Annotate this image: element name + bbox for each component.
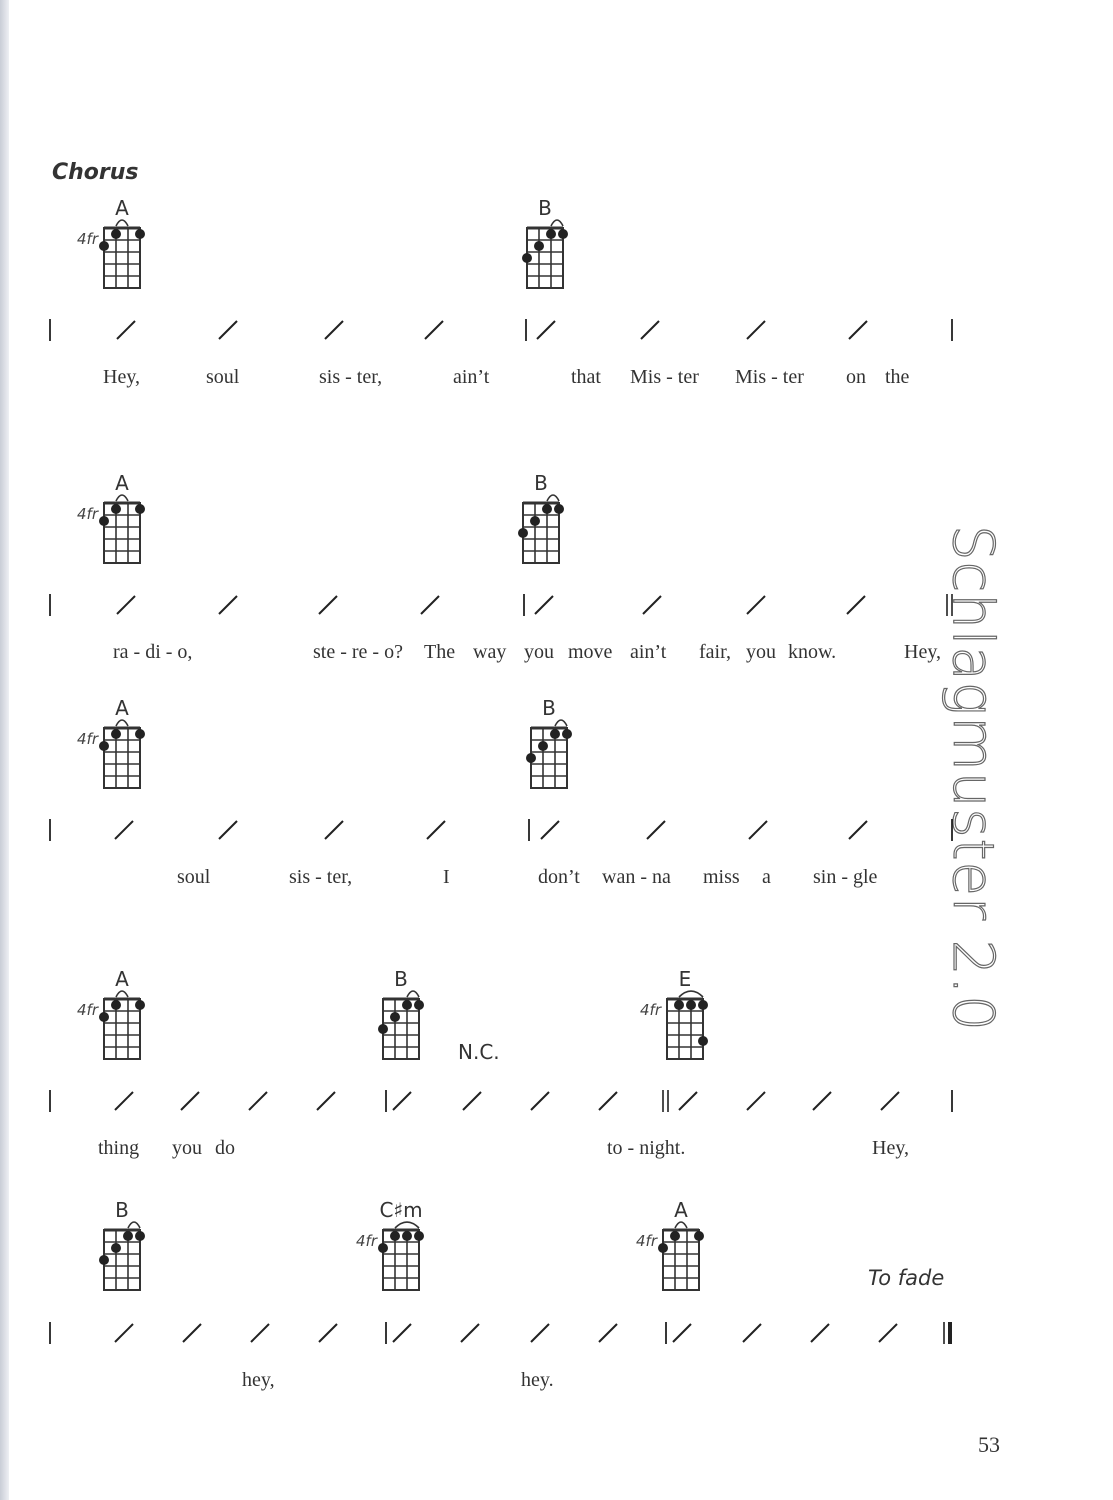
lyric-syllable: Mis - ter: [735, 366, 804, 388]
lyric-syllable: hey.: [521, 1369, 554, 1391]
strum-slash: [749, 821, 767, 839]
chord-name: B: [115, 1198, 129, 1222]
fret-position-label: 4fr: [77, 730, 98, 748]
lyric-syllable: soul: [177, 866, 211, 888]
chord-name: E: [678, 967, 692, 991]
lyric-syllable: you: [172, 1137, 202, 1159]
strum-slash: [743, 1324, 761, 1342]
lyric-syllable: sis - ter,: [319, 366, 383, 388]
chord-name: A: [115, 696, 129, 720]
side-title: Schlagmuster 2.0: [940, 525, 1005, 1032]
strum-slash: [599, 1092, 617, 1110]
strum-slash: [881, 1092, 899, 1110]
strum-slash: [219, 821, 237, 839]
strum-slash: [747, 1092, 765, 1110]
lyric-syllable: a: [762, 866, 771, 888]
chord-name: C♯m: [379, 1198, 423, 1222]
lyric-syllable: Hey,: [904, 641, 942, 663]
lyric-syllable: on: [846, 366, 866, 388]
lyric-syllable: ain’t: [630, 641, 667, 663]
lyric-syllable: to - night.: [607, 1137, 686, 1159]
lyric-syllable: you: [746, 641, 776, 663]
strum-slash: [879, 1324, 897, 1342]
lyric-syllable: sin - gle: [813, 866, 878, 888]
fret-position-label: 4fr: [77, 230, 98, 248]
strum-slash: [425, 321, 443, 339]
lyric-syllable: thing: [98, 1137, 140, 1159]
strum-slash: [117, 321, 135, 339]
fret-position-label: 4fr: [640, 1001, 661, 1019]
lyric-syllable: miss: [703, 866, 740, 888]
strum-slash: [115, 1092, 133, 1110]
lyric-syllable: The: [424, 641, 456, 663]
fret-position-label: 4fr: [356, 1232, 377, 1250]
lyric-syllable: way: [473, 641, 507, 663]
lyric-syllable: I: [443, 866, 450, 888]
lyric-syllable: wan - na: [602, 866, 671, 888]
to-fade-label: To fade: [868, 1266, 945, 1290]
chord-name: A: [115, 471, 129, 495]
fret-position-label: 4fr: [77, 505, 98, 523]
strum-slash: [813, 1092, 831, 1110]
strum-slash: [249, 1092, 267, 1110]
lyric-syllable: ra - di - o,: [113, 641, 193, 663]
strum-slash: [531, 1324, 549, 1342]
strum-slash: [319, 596, 337, 614]
strum-slash: [427, 821, 445, 839]
lyric-syllable: soul: [206, 366, 240, 388]
strum-slash: [319, 1324, 337, 1342]
lyric-syllable: the: [885, 366, 910, 388]
lyric-syllable: ste - re - o?: [313, 641, 403, 663]
strum-slash: [847, 596, 865, 614]
strum-slash: [641, 321, 659, 339]
strum-slash: [117, 596, 135, 614]
section-label-chorus: Chorus: [52, 160, 139, 185]
strum-slash: [647, 821, 665, 839]
strum-slash: [673, 1324, 691, 1342]
fret-position-label: 4fr: [77, 1001, 98, 1019]
strum-slash: [463, 1092, 481, 1110]
strum-slash: [849, 821, 867, 839]
lyric-syllable: you: [524, 641, 554, 663]
strum-slash: [219, 596, 237, 614]
strum-slash: [531, 1092, 549, 1110]
strum-slash: [849, 321, 867, 339]
strum-slash: [461, 1324, 479, 1342]
strum-slash: [421, 596, 439, 614]
strum-slash: [541, 821, 559, 839]
strum-slash: [679, 1092, 697, 1110]
strum-slash: [643, 596, 661, 614]
strum-slash: [115, 1324, 133, 1342]
lyric-syllable: sis - ter,: [289, 866, 353, 888]
strum-slash: [811, 1324, 829, 1342]
chord-name: B: [394, 967, 408, 991]
chord-name: A: [674, 1198, 688, 1222]
chord-name: B: [542, 696, 556, 720]
lyric-syllable: ain’t: [453, 366, 490, 388]
lyric-syllable: fair,: [699, 641, 731, 663]
lyric-syllable: don’t: [538, 866, 580, 888]
strum-slash: [183, 1324, 201, 1342]
strum-slash: [747, 596, 765, 614]
chord-name: A: [115, 967, 129, 991]
strum-slash: [599, 1324, 617, 1342]
strum-slash: [251, 1324, 269, 1342]
chord-name: B: [534, 471, 548, 495]
lyric-syllable: that: [571, 366, 601, 388]
final-bar-line: [948, 1322, 952, 1344]
chord-name: A: [115, 196, 129, 220]
lyric-syllable: move: [568, 641, 613, 663]
strum-slash: [535, 596, 553, 614]
lyric-syllable: do: [215, 1137, 235, 1159]
no-chord-label: N.C.: [458, 1040, 500, 1064]
strum-slash: [115, 821, 133, 839]
strum-slash: [393, 1092, 411, 1110]
lyric-syllable: Hey,: [872, 1137, 910, 1159]
lyric-syllable: know.: [788, 641, 837, 663]
strum-slash: [325, 821, 343, 839]
lyric-syllable: Mis - ter: [630, 366, 699, 388]
strum-slash: [537, 321, 555, 339]
fret-position-label: 4fr: [636, 1232, 657, 1250]
strum-slash: [393, 1324, 411, 1342]
strum-slash: [325, 321, 343, 339]
strum-slash: [219, 321, 237, 339]
page-number: 53: [978, 1432, 1000, 1457]
lyric-syllable: Hey,: [103, 366, 141, 388]
lyric-syllable: hey,: [242, 1369, 275, 1391]
strum-slash: [317, 1092, 335, 1110]
strum-slash: [747, 321, 765, 339]
strum-slash: [181, 1092, 199, 1110]
chord-name: B: [538, 196, 552, 220]
